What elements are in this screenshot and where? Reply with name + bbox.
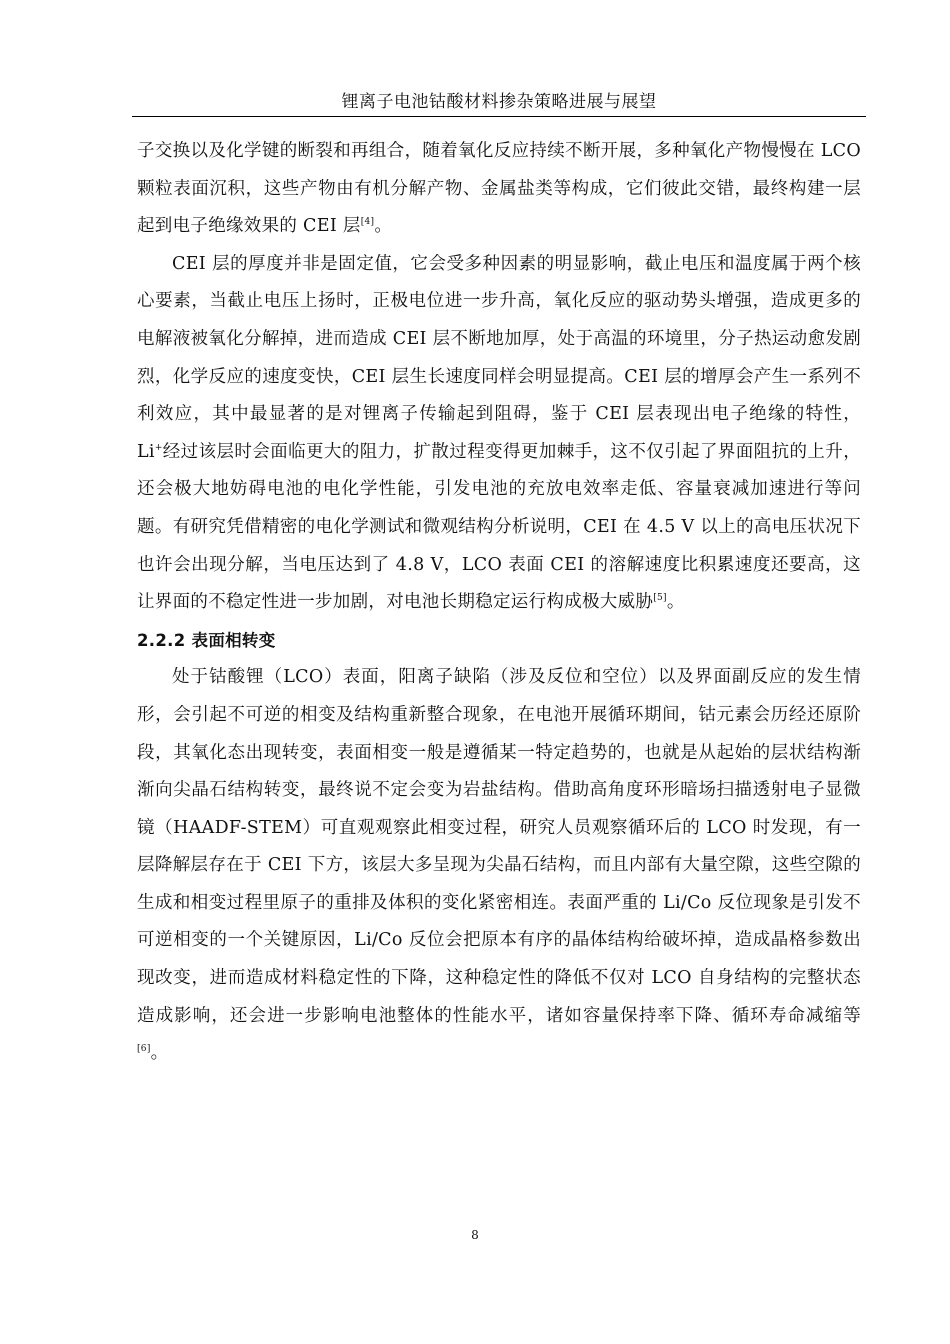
- page-number: 8: [471, 1228, 479, 1242]
- paragraph-cei-formation: [137, 133, 861, 246]
- paragraph-end: 。: [666, 592, 685, 613]
- section-heading: [137, 622, 861, 660]
- section-number: 2.2.2: [137, 630, 186, 650]
- paragraph-end: 。: [150, 1043, 169, 1064]
- paragraph-text: 处于钴酸锂（LCO）表面，阳离子缺陷（涉及反位和空位）以及界面副反应的发生情形，会引起不可逆的相变及结构重新整合现象，在电池开展循环期间，钴元素会历经还原阶段，其氧化态出现转变，表面相变一般是遵循某一特定趋势的，也就是从起始的层状结构渐渐向尖晶石结构转变，最终说不定会变为岩盐结构。借助高角度环形暗场扫描透射电子显微镜（HAADF-STEM）可直观观察此相变过程，研究人员观察循环后的 LCO 时发现，有一层降解层存在于 CEI 下方，该层大多呈现为尖晶石结构，而且内部有大量空隙，这些空隙的生成和相变过程里原子的重排及体积的变化紧密相连。表面严重的 Li/Co 反位现象是引发不可逆相变的一个关键原因，Li/Co 反位会把原本有序的晶体结构给破坏掉，造成晶格参数出现改变，进而造成材料稳定性的下降，这种稳定性的降低不仅对 LCO 自身结构的完整状态造成影响，还会进一步影响电池整体的性能水平，诸如容量保持率下降、循环寿命减缩等: [137, 667, 861, 1026]
- paragraph-end: 。: [374, 216, 393, 237]
- paragraph-text: 子交换以及化学键的断裂和再组合，随着氧化反应持续不断开展，多种氧化产物慢慢在 LCO 颗粒表面沉积，这些产物由有机分解产物、金属盐类等构成，它们彼此交错，最终构建一层起到电子绝缘效果的 CEI 层: [137, 141, 861, 237]
- section-title: 表面相转变: [191, 630, 276, 650]
- paragraph-cei-thickness: [137, 246, 861, 622]
- paragraph-text: 经过该层时会面临更大的阻力，扩散过程变得更加棘手，这不仅引起了界面阻抗的上升，还会极大地妨碍电池的电化学性能，引发电池的充放电效率走低、容量衰减加速进行等问题。有研究凭借精密的电化学测试和微观结构分析说明，CEI 在 4.5 V 以上的高电压状况下也许会出现分解，当电压达到了 4.8 V，LCO 表面 CEI 的溶解速度比积累速度还要高，这让界面的不稳定性进一步加剧，对电池长期稳定运行构成极大威胁: [137, 441, 861, 613]
- header-divider: [132, 116, 866, 117]
- paragraph-phase-transition: [137, 659, 861, 1073]
- body-text: [137, 133, 861, 1073]
- paragraph-text: CEI 层的厚度并非是固定值，它会受多种因素的明显影响，截止电压和温度属于两个核心要素，当截止电压上扬时，正极电位进一步升高，氧化反应的驱动势头增强，造成更多的电解液被氧化分解掉，进而造成 CEI 层不断地加厚，处于高温的环境里，分子热运动愈发剧烈，化学反应的速度变快，CEI 层生长速度同样会明显提高。CEI 层的增厚会产生一系列不利效应，其中最显著的是对锂离子传输起到阻碍，鉴于 CEI 层表现出电子绝缘的特性，Li: [137, 253, 861, 462]
- citation-ref: [4]: [360, 217, 375, 228]
- citation-ref: [6]: [137, 1044, 151, 1055]
- running-header: 锂离子电池钴酸材料掺杂策略进展与展望: [341, 92, 657, 112]
- citation-ref: [5]: [653, 593, 667, 604]
- superscript-plus: +: [154, 442, 163, 453]
